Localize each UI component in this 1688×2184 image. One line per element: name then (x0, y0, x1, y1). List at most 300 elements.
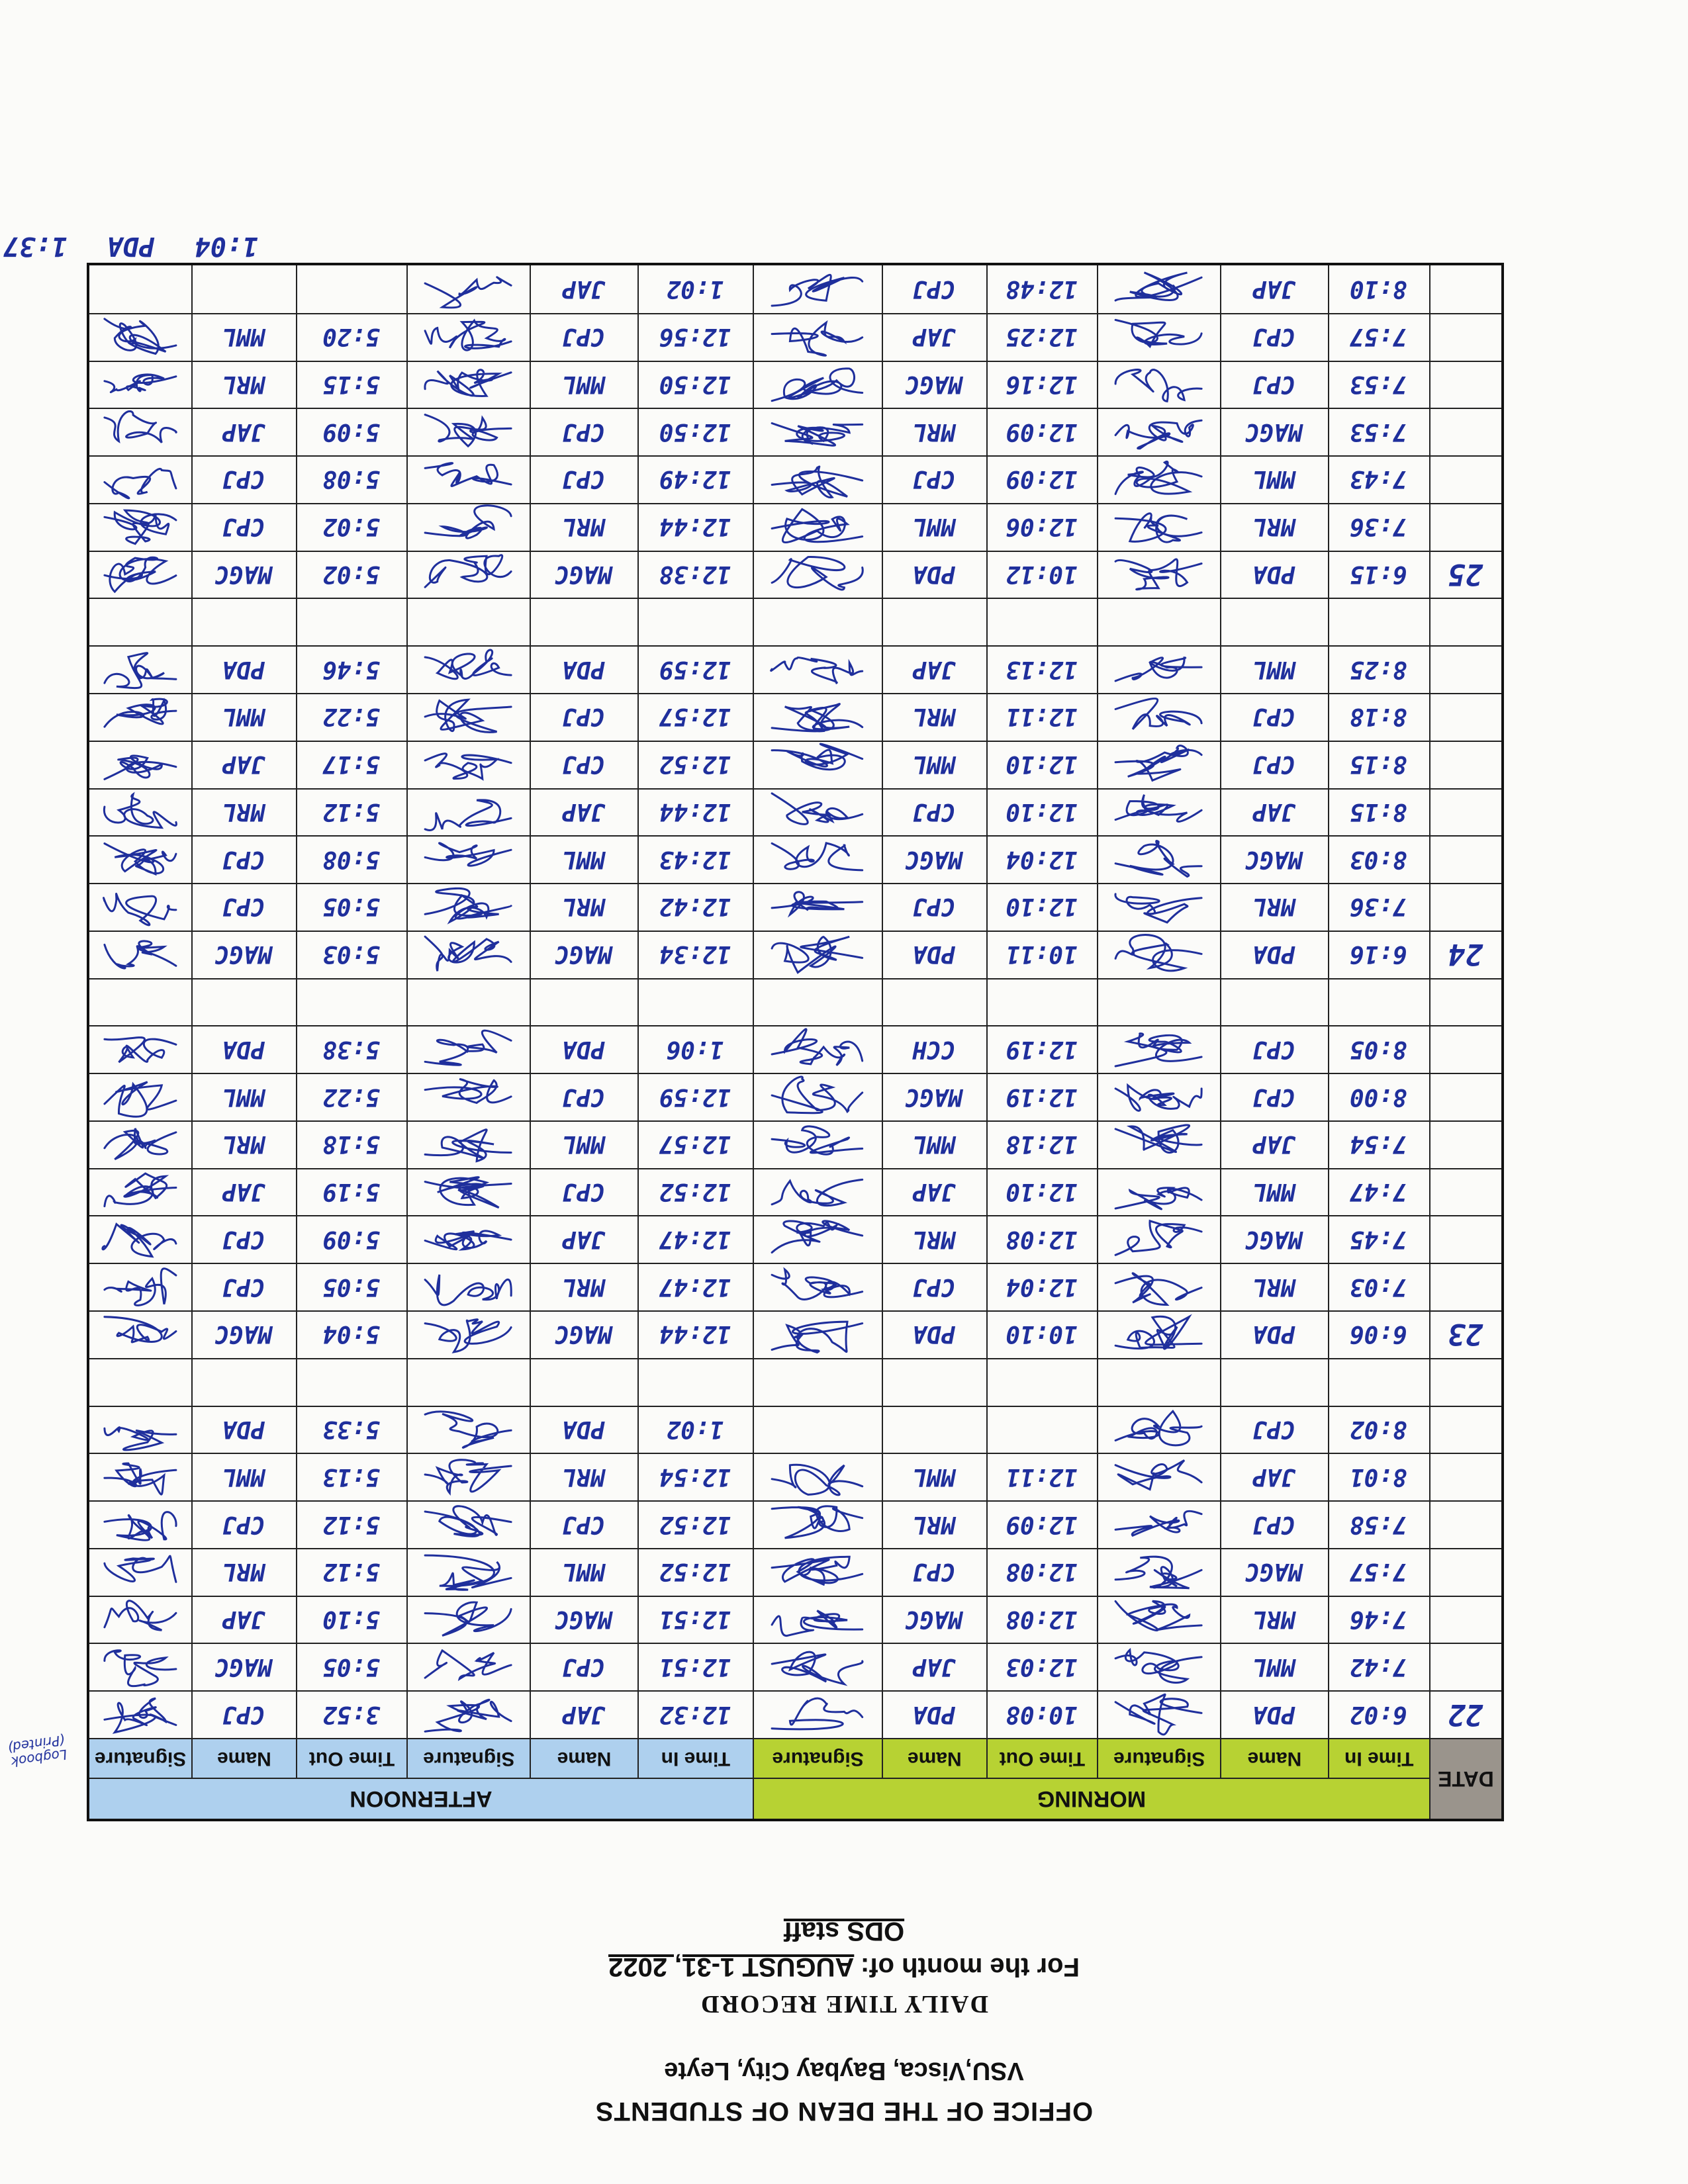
time-value (986, 978, 1098, 1026)
table-cell (753, 835, 882, 883)
name-value: MAGC (214, 1320, 273, 1348)
table-cell (753, 741, 882, 788)
table-cell (753, 408, 882, 455)
name-value: MML (1252, 1178, 1295, 1206)
time-value: 12:04 (1006, 845, 1078, 873)
name-value: MAGC (905, 845, 963, 873)
table-cell (89, 1120, 191, 1168)
time-value: 5:20 (322, 323, 380, 351)
time-value: 5:04 (322, 1320, 380, 1348)
time-value: 7:45 (1349, 1225, 1407, 1253)
time-value: 8:15 (1349, 797, 1407, 825)
time-value: 12:59 (659, 1083, 731, 1111)
date-cell (1429, 1406, 1501, 1453)
name-value: MAGC (905, 1083, 963, 1111)
name-value: PDA (562, 655, 606, 683)
date-cell (1429, 1168, 1501, 1216)
time-value: 7:58 (1349, 1510, 1407, 1538)
name-value: CPJ (222, 513, 265, 541)
name-value: JAP (912, 323, 956, 351)
time-value: 5:17 (322, 751, 380, 778)
name-value: CPJ (1252, 703, 1295, 731)
name-value: MAGC (555, 940, 612, 968)
time-value: 7:57 (1349, 323, 1407, 351)
time-value: 12:52 (659, 1178, 731, 1206)
date-cell (1429, 1216, 1501, 1263)
time-value (296, 1358, 407, 1406)
table-cell (1097, 1120, 1220, 1168)
name-value: MRL (222, 797, 265, 825)
time-value: 7:46 (1349, 1606, 1407, 1633)
name-value: MAGC (214, 561, 273, 588)
table-cell (753, 645, 882, 693)
name-value: CCH (912, 1035, 956, 1063)
table-cell (1097, 313, 1220, 361)
date-cell (1429, 978, 1501, 1026)
name-value: CPJ (1252, 751, 1295, 778)
name-value: JAP (1252, 797, 1295, 825)
time-value: 12:18 (1006, 1130, 1078, 1158)
date-cell (1429, 1500, 1501, 1548)
name-value: MAGC (555, 561, 612, 588)
column-header-8: Name (530, 1738, 637, 1778)
time-value: 12:47 (659, 1225, 731, 1253)
date-cell (1429, 1120, 1501, 1168)
table-cell (1097, 1310, 1220, 1358)
time-value: 10:12 (1006, 561, 1078, 588)
time-value: 5:15 (322, 370, 380, 398)
table-cell (1097, 1690, 1220, 1738)
time-value: 5:05 (322, 1273, 380, 1300)
table-cell (753, 978, 882, 1026)
time-value: 12:48 (1006, 275, 1078, 303)
table-cell (406, 313, 530, 361)
time-value (986, 598, 1098, 645)
table-cell (1097, 361, 1220, 408)
table-cell (753, 1120, 882, 1168)
date-cell (1429, 361, 1501, 408)
table-cell (89, 1025, 191, 1073)
date-cell (1429, 1263, 1501, 1310)
time-value: 5:19 (322, 1178, 380, 1206)
time-value (1328, 598, 1429, 645)
date-cell (1429, 598, 1501, 645)
table-cell (406, 1643, 530, 1690)
table-cell (406, 1120, 530, 1168)
table-cell (89, 551, 191, 598)
table-cell (753, 1168, 882, 1216)
column-header-12: Signature (89, 1738, 191, 1778)
date-cell (1429, 1025, 1501, 1073)
time-value: 12:25 (1006, 323, 1078, 351)
time-value: 1:06 (666, 1035, 724, 1063)
time-value: 5:18 (322, 1130, 380, 1158)
column-header-6: Signature (753, 1738, 882, 1778)
extra-name-1: PDA (107, 231, 155, 261)
table-cell (1097, 455, 1220, 503)
time-value: 12:57 (659, 703, 731, 731)
time-value: 5:13 (322, 1463, 380, 1490)
name-value: MRL (562, 893, 606, 921)
time-value (637, 1358, 753, 1406)
table-cell (89, 1643, 191, 1690)
time-value: 5:22 (322, 703, 380, 731)
column-header-11: Name (191, 1738, 295, 1778)
name-value: MRL (1252, 1606, 1295, 1633)
name-value: JAP (1252, 1130, 1295, 1158)
time-value: 12:52 (659, 751, 731, 778)
name-value: PDA (562, 1035, 606, 1063)
table-cell (753, 265, 882, 313)
name-value (1220, 598, 1328, 645)
name-value: MML (912, 1130, 956, 1158)
name-value: JAP (912, 1178, 956, 1206)
time-value (1328, 978, 1429, 1026)
time-value: 1:02 (666, 275, 724, 303)
column-header-10: Time Out (296, 1738, 407, 1778)
time-value (986, 1406, 1098, 1453)
time-value: 7:54 (1349, 1130, 1407, 1158)
name-value: MML (222, 1083, 265, 1111)
name-value: MRL (1252, 513, 1295, 541)
name-value: MRL (1252, 893, 1295, 921)
time-value: 12:47 (659, 1273, 731, 1300)
time-value: 5:46 (322, 655, 380, 683)
time-value: 12:50 (659, 370, 731, 398)
time-value: 12:06 (1006, 513, 1078, 541)
name-value: MAGC (1245, 1225, 1303, 1253)
table-cell (1097, 1406, 1220, 1453)
name-value: MAGC (1245, 845, 1303, 873)
time-value: 12:08 (1006, 1558, 1078, 1586)
name-value: JAP (562, 275, 606, 303)
name-value: CPJ (1252, 323, 1295, 351)
table-cell (89, 1073, 191, 1120)
table-cell (1097, 883, 1220, 931)
name-value: MML (562, 1130, 606, 1158)
name-value: MML (912, 513, 956, 541)
table-cell (1097, 835, 1220, 883)
table-cell (406, 455, 530, 503)
date-cell (1429, 455, 1501, 503)
name-value: MRL (562, 1273, 606, 1300)
time-value: 10:08 (1006, 1700, 1078, 1728)
time-value: 5:02 (322, 561, 380, 588)
name-value: CPJ (222, 893, 265, 921)
name-value: MAGC (1245, 1558, 1303, 1586)
name-value: MML (1252, 1653, 1295, 1680)
name-value: JAP (1252, 1463, 1295, 1490)
time-value: 7:03 (1349, 1273, 1407, 1300)
time-value: 5:05 (322, 893, 380, 921)
time-value: 12:50 (659, 418, 731, 445)
time-value: 5:02 (322, 513, 380, 541)
time-value: 5:10 (322, 1606, 380, 1633)
time-value: 12:57 (659, 1130, 731, 1158)
column-header-5: Name (882, 1738, 986, 1778)
name-value: CPJ (562, 1083, 606, 1111)
time-value: 8:03 (1349, 845, 1407, 873)
name-value (882, 978, 986, 1026)
time-value: 12:10 (1006, 893, 1078, 921)
date-cell (1429, 883, 1501, 931)
time-value: 12:52 (659, 1510, 731, 1538)
table-cell (406, 1216, 530, 1263)
time-value: 12:51 (659, 1653, 731, 1680)
time-value: 8:15 (1349, 751, 1407, 778)
table-cell (753, 1548, 882, 1596)
name-value: CPJ (562, 1510, 606, 1538)
remark-note: Logbook (Printed) (7, 1731, 68, 1770)
name-value: MRL (1252, 1273, 1295, 1300)
name-value: JAP (562, 1225, 606, 1253)
table-cell (1097, 408, 1220, 455)
name-value: CPJ (1252, 1083, 1295, 1111)
name-value: JAP (222, 1606, 265, 1633)
table-cell (753, 1596, 882, 1643)
table-cell (753, 1406, 882, 1453)
date-cell (1429, 313, 1501, 361)
name-value: MAGC (555, 1320, 612, 1348)
table-cell (89, 455, 191, 503)
name-value: MML (912, 1463, 956, 1490)
table-cell (89, 1263, 191, 1310)
table-cell (406, 551, 530, 598)
name-value: PDA (222, 655, 265, 683)
time-value: 5:12 (322, 797, 380, 825)
name-value (530, 598, 637, 645)
time-value: 12:10 (1006, 797, 1078, 825)
month-prefix: For the month of: (860, 1952, 1080, 1981)
time-value: 12:32 (659, 1700, 731, 1728)
table-cell (406, 598, 530, 645)
time-value: 12:13 (1006, 655, 1078, 683)
table-cell (89, 1596, 191, 1643)
name-value: MRL (222, 1558, 265, 1586)
name-value: MML (562, 370, 606, 398)
column-header-9: Signature (406, 1738, 530, 1778)
table-cell (753, 1073, 882, 1120)
table-cell (89, 1168, 191, 1216)
table-cell (406, 1073, 530, 1120)
table-cell (1097, 788, 1220, 836)
name-value: PDA (912, 561, 956, 588)
time-value: 6:15 (1349, 561, 1407, 588)
table-cell (406, 1596, 530, 1643)
table-cell (406, 1310, 530, 1358)
office-title: OFFICE OF THE DEAN OF STUDENTS (594, 2097, 1094, 2126)
table-cell (753, 1263, 882, 1310)
name-value: CPJ (222, 1700, 265, 1728)
date-cell (1429, 1358, 1501, 1406)
time-value: 12:44 (659, 1320, 731, 1348)
table-cell (753, 551, 882, 598)
time-value: 5:03 (322, 940, 380, 968)
column-header-2: Name (1220, 1738, 1328, 1778)
time-value: 12:38 (659, 561, 731, 588)
table-cell (753, 1500, 882, 1548)
column-header-4: Time Out (986, 1738, 1098, 1778)
table-cell (753, 1310, 882, 1358)
table-cell (406, 693, 530, 741)
morning-section-header: MORNING (753, 1778, 1429, 1819)
table-cell (406, 1548, 530, 1596)
table-cell (89, 265, 191, 313)
name-value: CPJ (1252, 1510, 1295, 1538)
time-value: 7:43 (1349, 465, 1407, 493)
name-value: MRL (222, 370, 265, 398)
table-cell (89, 408, 191, 455)
time-value: 12:08 (1006, 1606, 1078, 1633)
name-value (1220, 1358, 1328, 1406)
time-value (296, 265, 407, 313)
table-cell (406, 931, 530, 978)
column-header-3: Signature (1097, 1738, 1220, 1778)
table-cell (1097, 1168, 1220, 1216)
column-header-7: Time In (637, 1738, 753, 1778)
time-value: 12:49 (659, 465, 731, 493)
name-value: MML (912, 751, 956, 778)
name-value (191, 265, 295, 313)
name-value (1220, 978, 1328, 1026)
time-value: 7:36 (1349, 513, 1407, 541)
table-cell (406, 361, 530, 408)
name-value: CPJ (222, 845, 265, 873)
time-value: 5:08 (322, 465, 380, 493)
time-value: 5:09 (322, 1225, 380, 1253)
name-value (191, 598, 295, 645)
name-value: CPJ (562, 703, 606, 731)
time-value: 12:11 (1006, 703, 1078, 731)
date-value: 24 (1447, 937, 1483, 972)
table-cell (89, 1548, 191, 1596)
table-cell (1097, 931, 1220, 978)
date-cell (1429, 645, 1501, 693)
time-value: 5:33 (322, 1415, 380, 1443)
name-value: JAP (562, 1700, 606, 1728)
table-cell (1097, 693, 1220, 741)
table-cell (1097, 1453, 1220, 1500)
name-value: MML (562, 845, 606, 873)
time-value: 12:34 (659, 940, 731, 968)
name-value (882, 1406, 986, 1453)
table-cell (406, 1406, 530, 1453)
time-value: 12:09 (1006, 418, 1078, 445)
table-cell (753, 313, 882, 361)
table-cell (1097, 1025, 1220, 1073)
time-value: 6:02 (1349, 1700, 1407, 1728)
name-value: MAGC (555, 1606, 612, 1633)
time-value: 12:43 (659, 845, 731, 873)
date-cell (1429, 788, 1501, 836)
time-value: 7:42 (1349, 1653, 1407, 1680)
time-value: 5:05 (322, 1653, 380, 1680)
name-value (530, 978, 637, 1026)
date-cell (1429, 693, 1501, 741)
table-cell (89, 978, 191, 1026)
table-cell (753, 503, 882, 551)
name-value: MML (1252, 655, 1295, 683)
name-value: CPJ (912, 275, 956, 303)
table-cell (1097, 265, 1220, 313)
table-cell (406, 1690, 530, 1738)
time-value: 5:08 (322, 845, 380, 873)
name-value: MAGC (905, 1606, 963, 1633)
time-value: 6:16 (1349, 940, 1407, 968)
time-value: 12:19 (1006, 1083, 1078, 1111)
name-value: PDA (1252, 1700, 1295, 1728)
afternoon-section-header: AFTERNOON (89, 1778, 753, 1819)
table-cell (1097, 645, 1220, 693)
name-value: PDA (1252, 1320, 1295, 1348)
time-value: 5:12 (322, 1510, 380, 1538)
table-cell (406, 978, 530, 1026)
table-cell (89, 1453, 191, 1500)
time-value: 5:38 (322, 1035, 380, 1063)
table-cell (753, 1643, 882, 1690)
name-value: CPJ (1252, 1035, 1295, 1063)
table-cell (753, 1025, 882, 1073)
name-value: JAP (912, 655, 956, 683)
name-value: CPJ (222, 1225, 265, 1253)
name-value: MAGC (1245, 418, 1303, 445)
date-cell (1429, 1548, 1501, 1596)
time-value: 8:10 (1349, 275, 1407, 303)
time-value: 12:03 (1006, 1653, 1078, 1680)
time-value: 6:06 (1349, 1320, 1407, 1348)
name-value: PDA (562, 1415, 606, 1443)
date-cell (1429, 1596, 1501, 1643)
name-value: CPJ (562, 751, 606, 778)
office-address: VSU,Visca, Baybay City, Leyte (664, 2057, 1024, 2085)
name-value: JAP (222, 751, 265, 778)
time-value: 12:10 (1006, 751, 1078, 778)
table-cell (89, 883, 191, 931)
time-value: 7:36 (1349, 893, 1407, 921)
time-value (637, 598, 753, 645)
date-cell (1429, 1073, 1501, 1120)
name-value: MML (222, 1463, 265, 1490)
name-value: MRL (912, 703, 956, 731)
month-value: AUGUST 1-31, 2022 (608, 1952, 855, 1981)
table-cell (1097, 503, 1220, 551)
extra-entries (3, 231, 258, 261)
name-value: CPJ (1252, 370, 1295, 398)
table-cell (1097, 598, 1220, 645)
table-cell (406, 835, 530, 883)
time-value: 12:44 (659, 513, 731, 541)
table-cell (89, 361, 191, 408)
table-cell (1097, 1643, 1220, 1690)
time-value: 12:56 (659, 323, 731, 351)
time-value: 5:12 (322, 1558, 380, 1586)
name-value: MRL (562, 513, 606, 541)
table-cell (753, 1453, 882, 1500)
table-cell (1097, 1548, 1220, 1596)
table-cell (1097, 1263, 1220, 1310)
time-record-table (87, 263, 1504, 1821)
table-cell (753, 1216, 882, 1263)
time-value: 12:09 (1006, 465, 1078, 493)
name-value: MRL (912, 1510, 956, 1538)
table-cell (406, 1025, 530, 1073)
table-cell (753, 455, 882, 503)
extra-time-2: 1:37 (3, 231, 68, 261)
time-value: 12:59 (659, 655, 731, 683)
table-cell (406, 645, 530, 693)
table-cell (406, 741, 530, 788)
table-cell (1097, 1500, 1220, 1548)
